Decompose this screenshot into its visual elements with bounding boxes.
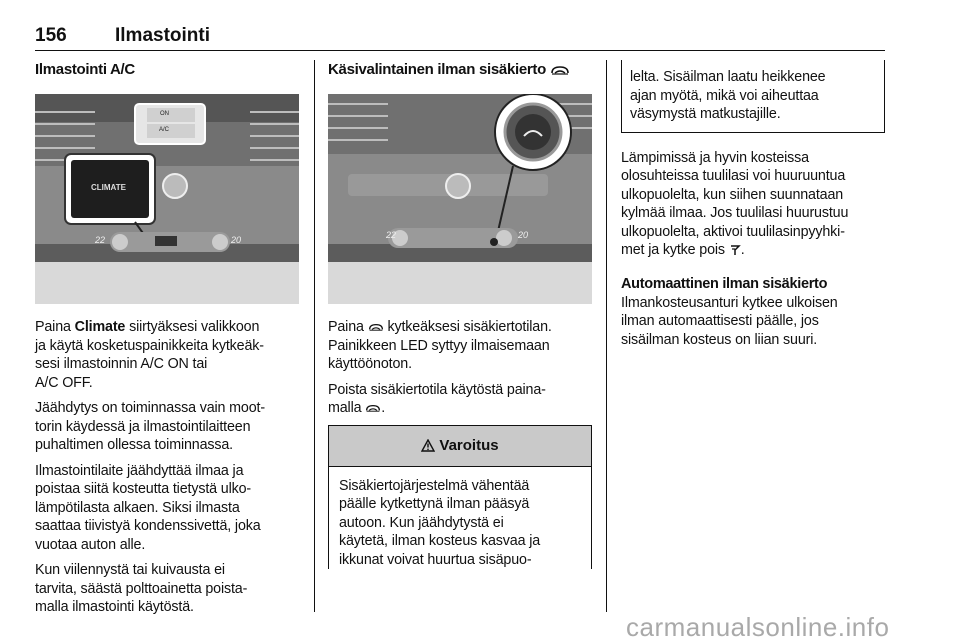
recirculation-icon [368, 322, 384, 332]
page-header [35, 22, 885, 51]
wiper-icon [729, 244, 741, 256]
warning-box-continued: lelta. Sisäilman laatu heikkenee ajan myötä, mikä voi aiheuttaa väsymystä matkustajille. [621, 60, 885, 133]
recirculation-icon [550, 64, 570, 76]
warning-triangle-icon [421, 439, 435, 452]
recirculation-icon [365, 403, 381, 413]
recirculation-panel-figure [328, 94, 592, 304]
warning-box [328, 425, 592, 569]
page-number: 156 [35, 25, 67, 46]
paragraph: Jäähdytys on toiminnassa vain moot- torin käydessä ja ilmastointilaitteen puhaltimen ollessa toiminnassa. [35, 400, 265, 453]
on-button-label: ON [160, 111, 169, 117]
paragraph: Poista sisäkiertotila käytöstä paina- malla . [328, 381, 546, 416]
recirculation-panel-illustration [328, 94, 592, 304]
temp-left-label: 22 [95, 235, 106, 245]
ac-text [35, 318, 299, 617]
watermark: carmanualsonline.info [626, 612, 890, 642]
ac-button-label: A/C [159, 127, 170, 133]
warning-title: Varoitus [329, 426, 591, 467]
temp-right-label: 20 [231, 235, 242, 245]
page-title: Ilmastointi [115, 25, 211, 46]
section-heading-recirculation: Käsivalintainen ilman sisäkierto [328, 60, 592, 80]
paragraph: Kun viilennystä tai kuivausta ei tarvita, säästä polttoainetta poista- malla ilmastointi käytöstä. [35, 562, 248, 615]
section-heading-ac: Ilmastointi A/C [35, 61, 135, 78]
column-divider [606, 60, 607, 612]
climate-button-label: CLIMATE [91, 183, 126, 192]
column-3 [621, 60, 885, 356]
column-1 [35, 60, 299, 624]
recirculation-text [328, 318, 592, 418]
climate-bold: Climate [74, 319, 126, 335]
paragraph: Lämpimissä ja hyvin kosteissa olosuhteissa tuulilasi voi huuruuntua ulkopuolelta, kun siihen suunnataan kylmää ilmaa. Jos tuulilasi huurustuu ulkopuolelta, aktivoi tuulilasinpyyhki- met ja kytke pois . [621, 149, 849, 258]
climate-panel-illustration [35, 94, 299, 304]
section-heading-auto-recirculation: Automaattinen ilman sisäkierto [621, 275, 828, 292]
paragraph: Paina Climate siirtyäksesi valikkoon ja käytä kosketuspainikkeita kytkeäk- sesi ilmastoinnin A/C ON tai A/C OFF. [35, 319, 264, 391]
paragraph: Ilmastointilaite jäähdyttää ilmaa ja poistaa siitä kosteutta tietystä ulko- lämpötilasta alkaen. Siksi ilmasta saattaa tiivistyä kondenssivettä, joka vuotaa auton alle. [35, 462, 261, 553]
paragraph: Paina kytkeäksesi sisäkiertotilan. Painikkeen LED syttyy ilmaisemaan käyttöönoton. [328, 319, 552, 372]
climate-panel-figure [35, 94, 299, 304]
column-2 [328, 60, 592, 569]
paragraph: Ilmankosteusanturi kytkee ulkoisen ilman automaattisesti päälle, jos sisäilman kosteus on liian suuri. [621, 294, 838, 348]
warning-body: Sisäkiertojärjestelmä vähentää päälle kytkettynä ilman pääsyä autoon. Kun jäähdytystä ei käytetä, ilman kosteus kasvaa ja ikkunat voivat huurtua sisäpuo- [339, 477, 541, 568]
temp-right-label: 20 [518, 230, 529, 240]
column-divider [314, 60, 315, 612]
temp-left-label: 22 [386, 230, 397, 240]
